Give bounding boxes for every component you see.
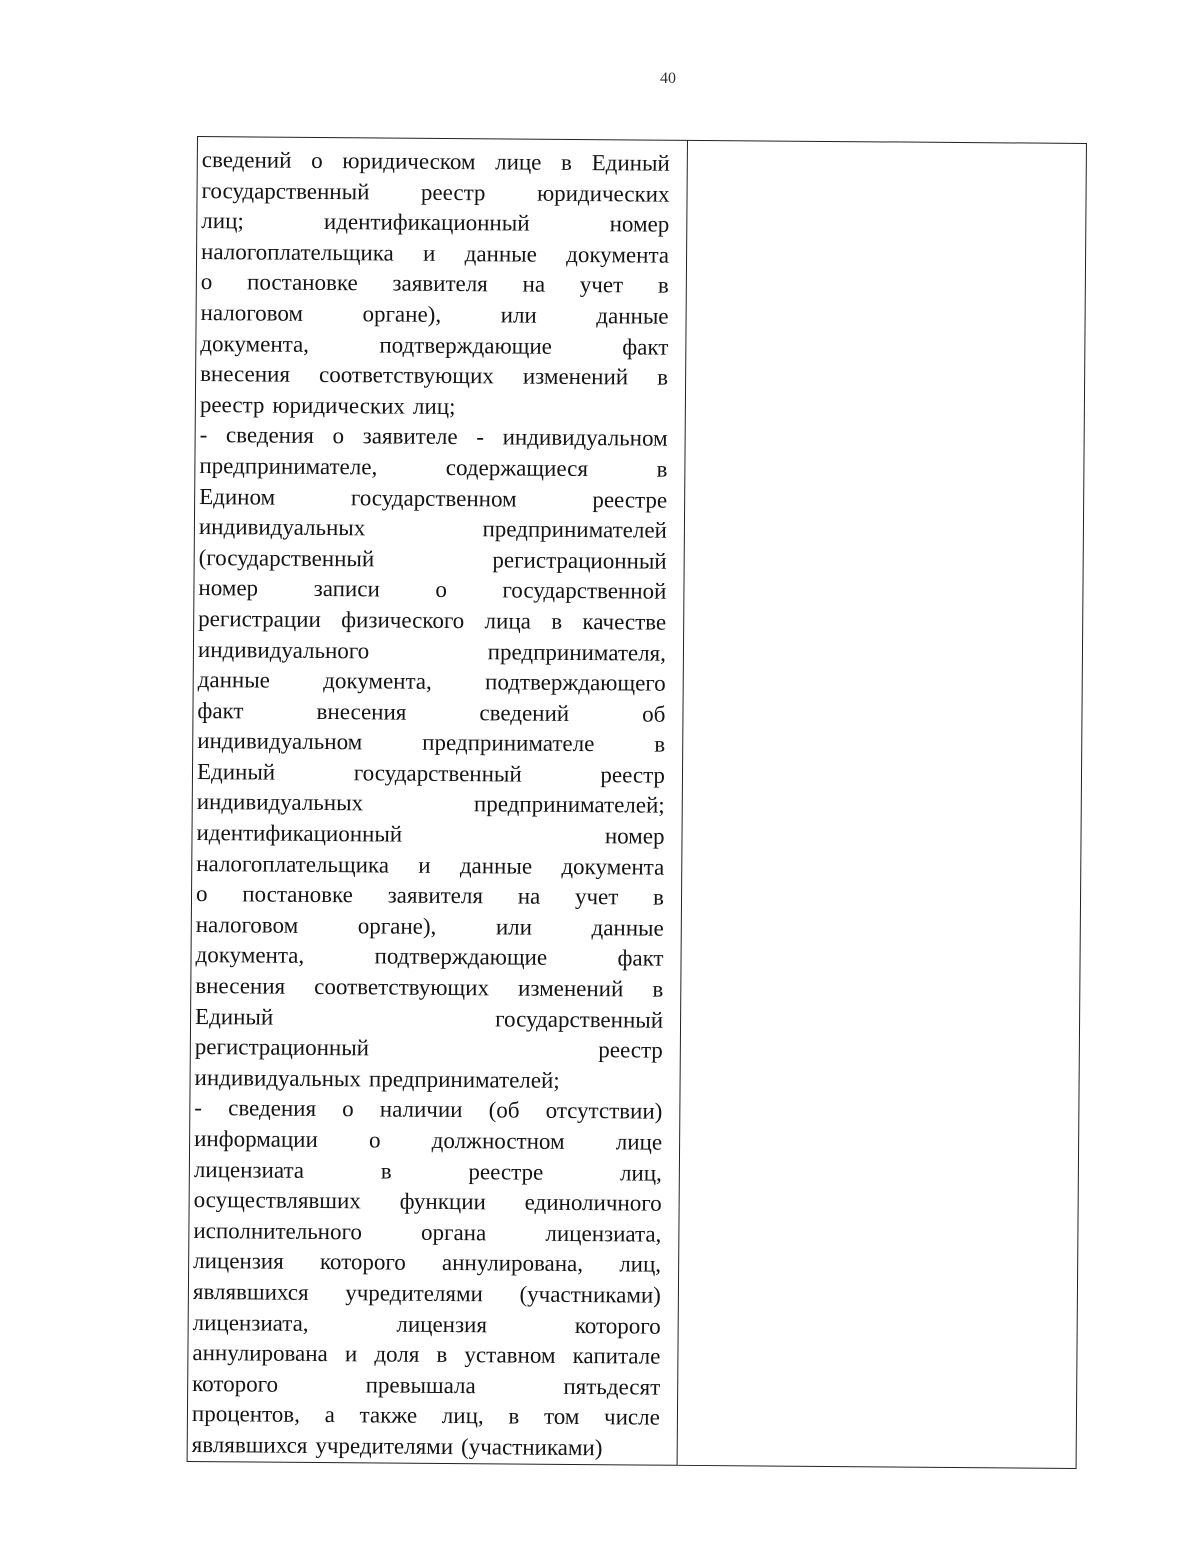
text-line: лицензия которого аннулирована, лиц, [193, 1248, 662, 1278]
text-line: Единый государственный реестр [196, 758, 666, 788]
text-line: реестр юридических лиц; [199, 391, 456, 419]
text-line: исполнительного органа лицензиата, [193, 1217, 662, 1247]
text-line: налоговом органе), или данные [200, 300, 669, 329]
text-line: осуществлявших функции единоличного [193, 1187, 662, 1216]
text-line: индивидуального предпринимателя, [197, 636, 667, 666]
text-line: о постановке заявителя на учет в [200, 269, 669, 299]
text-line: налоговом органе), или данные [195, 911, 664, 941]
text-line: государственный реестр юридических [201, 177, 670, 207]
text-line: аннулирована и доля в уставном капитале [192, 1340, 661, 1369]
text-line: индивидуальном предпринимателе в [197, 728, 666, 757]
table-cell-right [677, 140, 1087, 1469]
text-line: внесения соответствующих изменений в [195, 973, 664, 1002]
text-line: информации о должностном лице [194, 1126, 663, 1155]
text-line: внесения соответствующих изменений в [200, 361, 669, 390]
text-line: номер записи о государственной [198, 575, 667, 605]
text-line: регистрации физического лица в качестве [198, 605, 667, 635]
text-line: факт внесения сведений об [197, 697, 666, 727]
text-line: предпринимателе, содержащиеся в [199, 452, 668, 482]
text-line: лицензиата в реестре лиц, [193, 1156, 662, 1186]
document-table [187, 136, 1087, 1473]
text-line: налогоплательщика и данные документа [196, 850, 665, 880]
text-line: - сведения о наличии (об отсутствии) [194, 1095, 663, 1125]
text-line: индивидуальных предпринимателей; [194, 1064, 560, 1093]
text-line: индивидуальных предпринимателей [198, 514, 668, 543]
text-line: налогоплательщика и данные документа [200, 238, 670, 268]
text-line: о постановке заявителя на учет в [195, 881, 665, 910]
text-line: документа, подтверждающие факт [195, 942, 664, 972]
text-line: сведений о юридическом лице в Единый [201, 147, 670, 176]
text-line: процентов, а также лиц, в том числе [191, 1401, 660, 1431]
page-number: 40 [660, 70, 676, 87]
text-line: (государственный регистрационный [198, 544, 667, 574]
left-cell-text [192, 145, 670, 1464]
text-line: регистрационный реестр [194, 1034, 663, 1063]
text-line: которого превышала пятьдесят [192, 1370, 661, 1400]
table-cell-left [187, 136, 687, 1466]
text-line: - сведения о заявителе - индивидуальном [199, 422, 668, 452]
text-line: являвшихся учредителями (участниками) [192, 1278, 662, 1308]
text-line: данные документа, подтверждающего [197, 667, 666, 696]
text-line: лиц; идентификационный номер [201, 208, 670, 237]
text-line: Едином государственном реестре [199, 483, 668, 513]
text-line: индивидуальных предпринимателей; [196, 789, 665, 819]
text-line: Единый государственный [194, 1003, 664, 1033]
text-line: документа, подтверждающие факт [200, 330, 669, 360]
text-line: являвшихся учредителями (участниками) [191, 1431, 603, 1461]
text-line: идентификационный номер [196, 820, 665, 849]
text-line: лицензиата, лицензия которого [192, 1309, 661, 1339]
